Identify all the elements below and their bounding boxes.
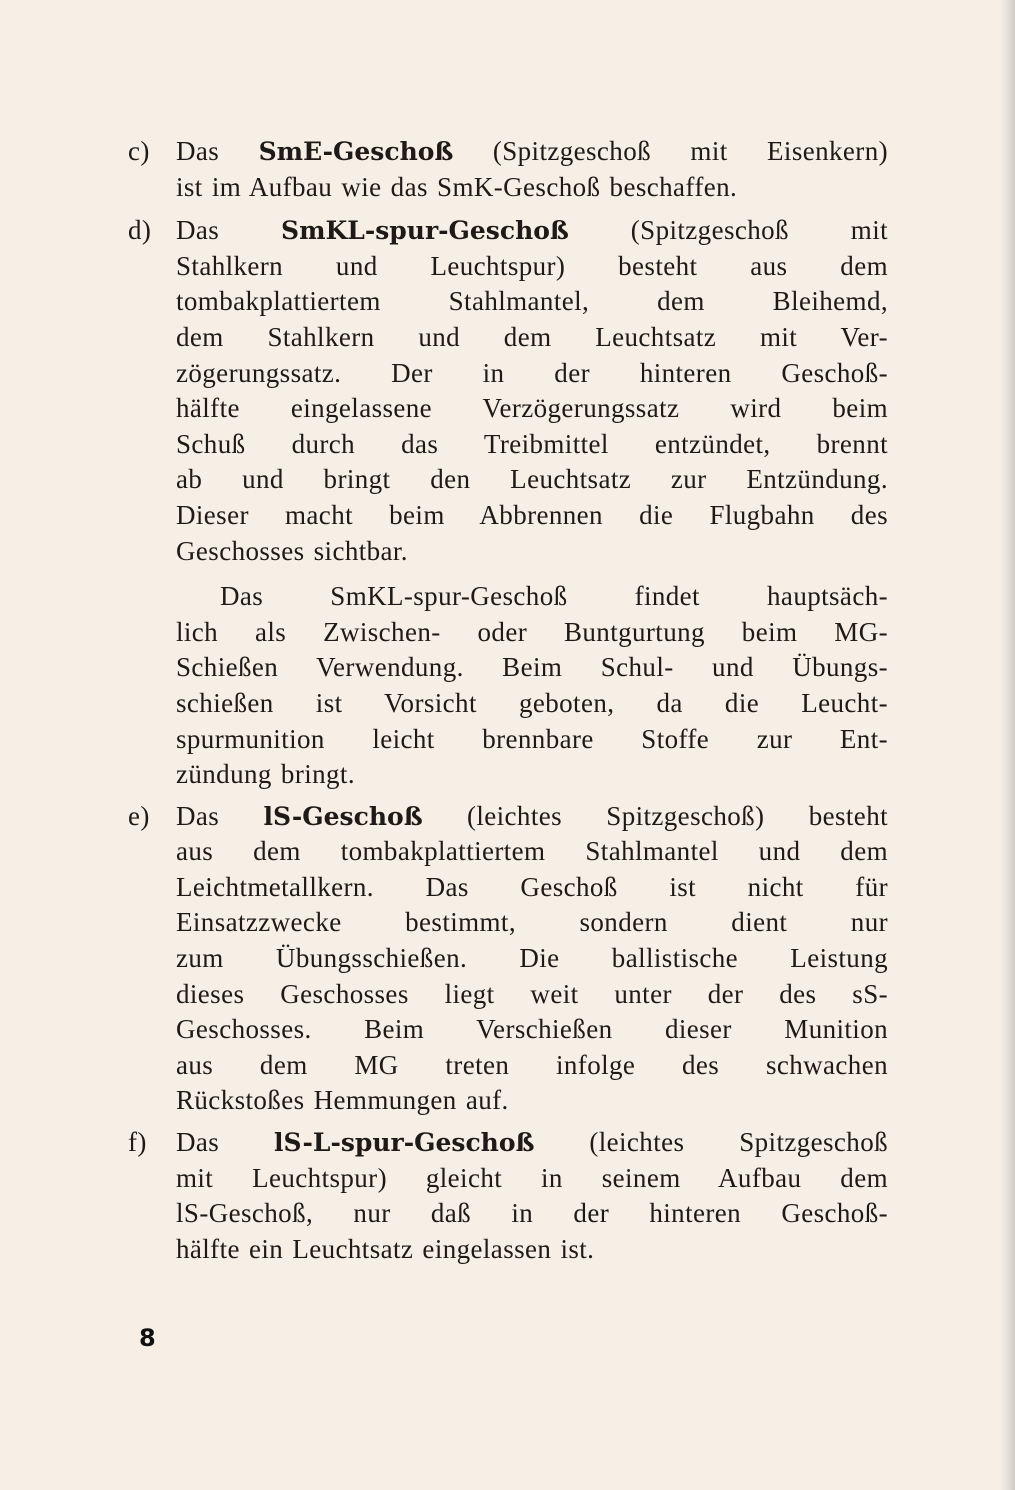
text-line: Schießen Verwendung. Beim Schul- und Übungs-	[176, 652, 888, 683]
text-line: Das lS-Geschoß (leichtes Spitzgeschoß) besteht	[176, 800, 888, 831]
text-line: tombakplattiertem Stahlmantel, dem Bleihemd,	[176, 286, 888, 317]
text-line: lich als Zwischen- oder Buntgurtung beim MG-	[176, 616, 888, 647]
text-line: Das SmKL-spur-Geschoß findet hauptsäch-	[220, 581, 888, 612]
text-line: lS-Geschoß, nur daß in der hinteren Geschoß-	[176, 1198, 888, 1229]
text-line: Das lS-L-spur-Geschoß (leichtes Spitzgeschoß	[176, 1127, 889, 1158]
list-item-d	[128, 213, 888, 569]
text-line: dem Stahlkern und dem Leuchtsatz mit Ver-	[176, 321, 888, 352]
text-line: Das SmKL-spur-Geschoß (Spitzgeschoß mit	[176, 215, 888, 246]
item-marker: f)	[128, 1127, 147, 1158]
term-bold: SmE-Geschoß	[258, 137, 454, 166]
text-line: Schuß durch das Treibmittel entzündet, brennt	[176, 428, 888, 459]
text-line: mit Leuchtspur) gleicht in seinem Aufbau dem	[176, 1162, 888, 1193]
text-line: aus dem tombakplattiertem Stahlmantel und dem	[176, 836, 888, 867]
paragraph-d-continued	[128, 579, 888, 793]
text-line: spurmunition leicht brennbare Stoffe zur Ent-	[176, 723, 888, 754]
text-line: Das SmE-Geschoß (Spitzgeschoß mit Eisenkern)	[176, 136, 888, 166]
text-line: Rückstoßes Hemmungen auf.	[176, 1085, 509, 1116]
item-marker: c)	[128, 136, 150, 166]
text-line: ist im Aufbau wie das SmK-Geschoß beschaffen.	[176, 171, 738, 202]
text-line: Geschosses sichtbar.	[176, 535, 408, 566]
list-item-c	[128, 134, 888, 205]
list-item-f	[128, 1125, 888, 1267]
page-edge-shadow	[1001, 0, 1015, 1490]
text-line: Dieser macht beim Abbrennen die Flugbahn des	[176, 499, 888, 530]
text-line: hälfte eingelassene Verzögerungssatz wird beim	[176, 393, 888, 424]
text-line: aus dem MG treten infolge des schwachen	[176, 1049, 888, 1080]
list-item-e	[128, 799, 888, 1119]
page-content	[128, 134, 888, 1267]
text-line: zum Übungsschießen. Die ballistische Leistung	[176, 943, 888, 974]
term-bold: lS-Geschoß	[263, 801, 423, 831]
text-line: Stahlkern und Leuchtspur) besteht aus dem	[176, 250, 888, 281]
text-line: zögerungssatz. Der in der hinteren Geschoß-	[176, 357, 888, 388]
text-line: Einsatzzwecke bestimmt, sondern dient nur	[176, 907, 888, 938]
text-line: Leichtmetallkern. Das Geschoß ist nicht für	[176, 871, 888, 902]
text-line: dieses Geschosses liegt weit unter der des sS-	[176, 978, 888, 1009]
page-number: 8	[139, 1324, 156, 1352]
text-line: hälfte ein Leuchtsatz eingelassen ist.	[176, 1233, 595, 1264]
text-line: zündung bringt.	[176, 759, 355, 790]
item-marker: e)	[128, 800, 150, 831]
term-bold: SmKL-spur-Geschoß	[281, 216, 569, 246]
text-line: schießen ist Vorsicht geboten, da die Leucht-	[176, 687, 888, 718]
item-marker: d)	[128, 215, 152, 246]
term-bold: lS-L-spur-Geschoß	[274, 1128, 535, 1158]
text-line: Geschosses. Beim Verschießen dieser Munition	[176, 1014, 888, 1045]
text-line: ab und bringt den Leuchtsatz zur Entzündung.	[176, 464, 888, 495]
